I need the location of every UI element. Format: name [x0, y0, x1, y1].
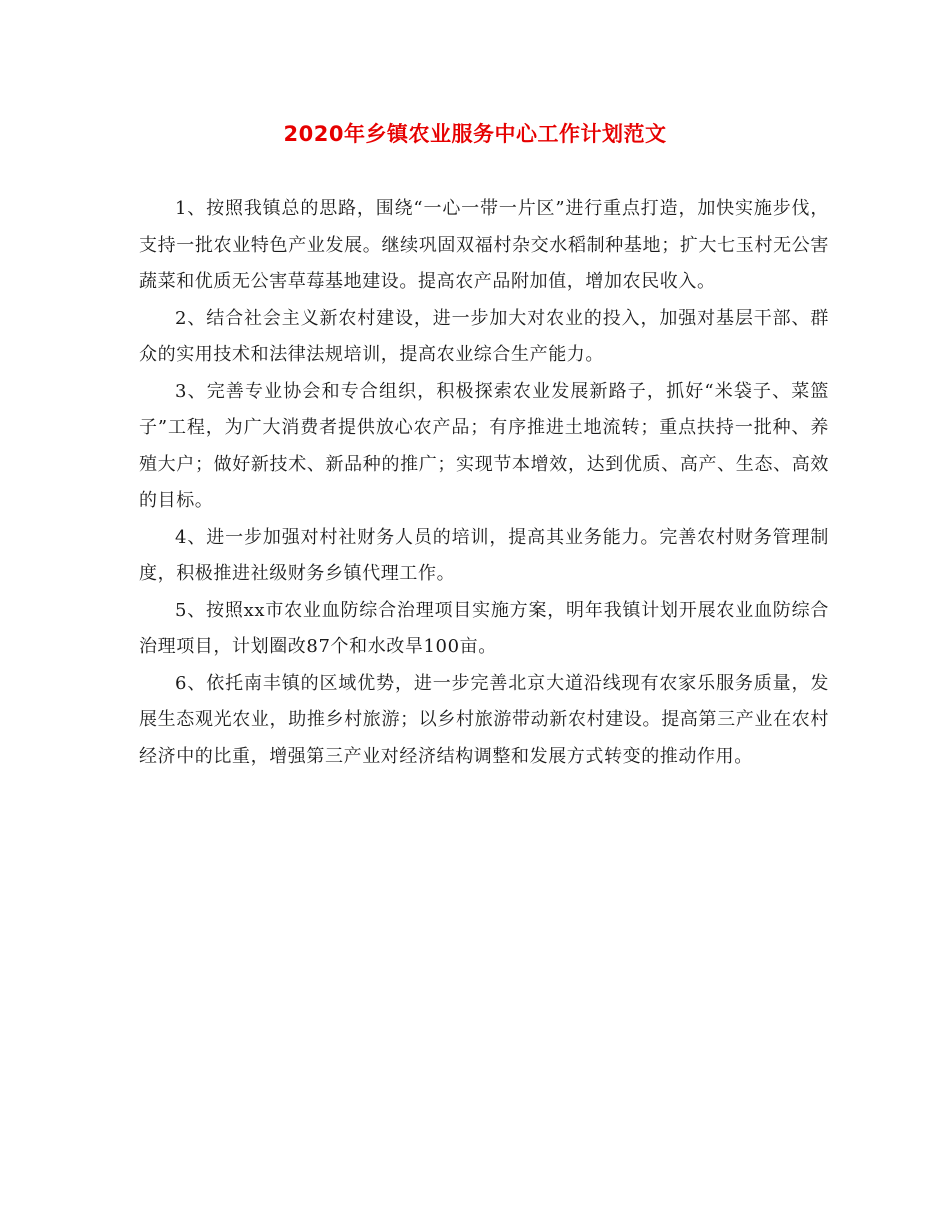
paragraph-6: 6、依托南丰镇的区域优势，进一步完善北京大道沿线现有农家乐服务质量，发展生态观光农业，助推乡村旅游；以乡村旅游带动新农村建设。提高第三产业在农村经济中的比重，增强第三产业对经济结构调整和发展方式转变的推动作用。 — [139, 672, 829, 767]
paragraph-2: 2、结合社会主义新农村建设，进一步加大对农业的投入，加强对基层干部、群众的实用技术和法律法规培训，提高农业综合生产能力。 — [139, 307, 829, 365]
paragraph-1: 1、按照我镇总的思路，围绕“一心一带一片区”进行重点打造，加快实施步伐，支持一批农业特色产业发展。继续巩固双福村杂交水稻制种基地；扩大七玉村无公害蔬菜和优质无公害草莓基地建设。提高农产品附加值，增加农民收入。 — [139, 198, 829, 292]
paragraph-5: 5、按照xx市农业血防综合治理项目实施方案，明年我镇计划开展农业血防综合治理项目，计划圈改87个和水改旱100亩。 — [139, 599, 829, 657]
document-title: 2020年乡镇农业服务中心工作计划范文 — [283, 122, 667, 146]
paragraph-3: 3、完善专业协会和专合组织，积极探索农业发展新路子，抓好“米袋子、菜篮子”工程，为广大消费者提供放心农产品；有序推进土地流转；重点扶持一批种、养殖大户；做好新技术、新品种的推广；实现节本增效，达到优质、高产、生态、高效的目标。 — [139, 380, 829, 511]
paragraph-4: 4、进一步加强对村社财务人员的培训，提高其业务能力。完善农村财务管理制度，积极推进社级财务乡镇代理工作。 — [139, 526, 829, 584]
document-body — [139, 191, 829, 775]
